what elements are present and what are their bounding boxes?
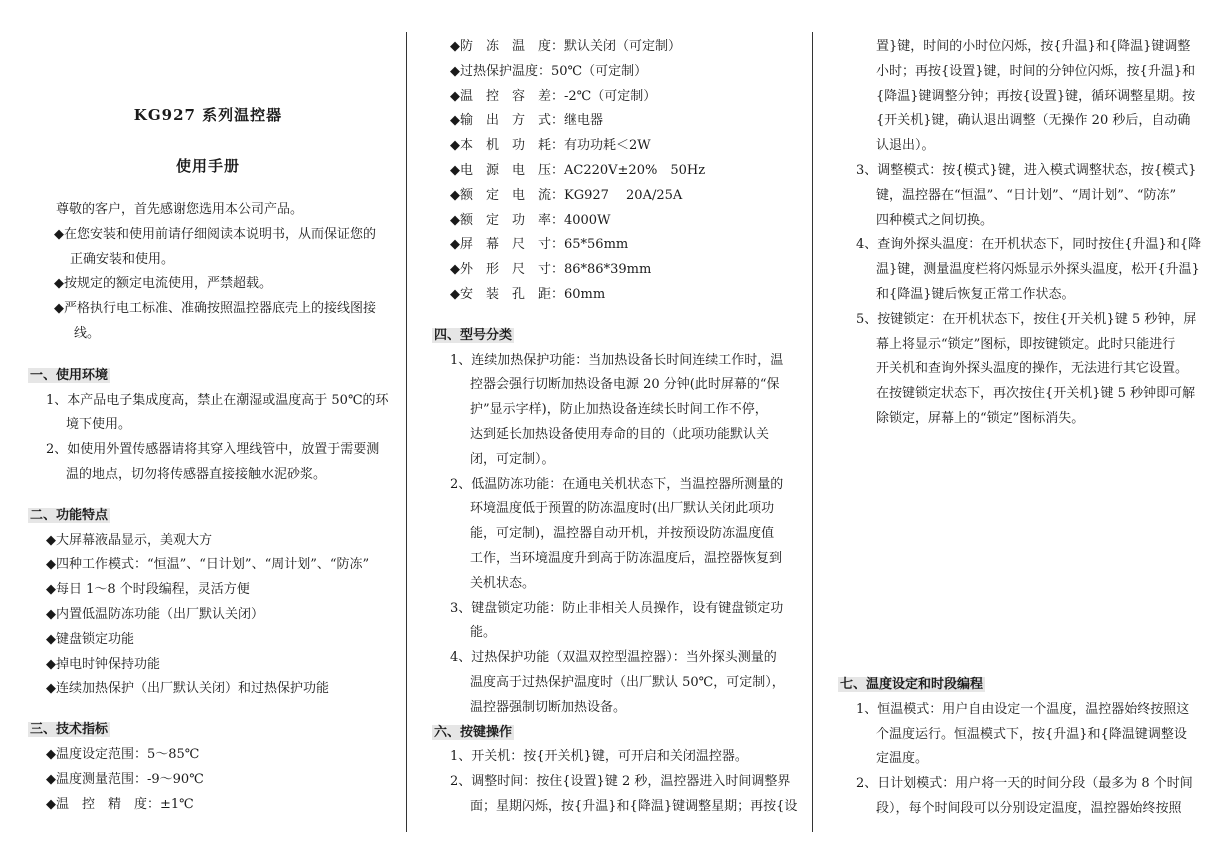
spec-item: ◆温 控 容 差：-2℃（可定制） xyxy=(450,88,657,104)
column-2 xyxy=(432,35,798,820)
list-item: 3、键盘锁定功能：防止非相关人员操作，设有键盘锁定功 xyxy=(450,600,784,616)
list-item-cont: 和{降温}键后恢复正常工作状态。 xyxy=(876,286,1075,302)
section-heading-models: 四、型号分类 xyxy=(434,327,513,343)
intro-bullet-cont: 线。 xyxy=(74,325,101,341)
list-item-cont: 键，温控器在“恒温”、“日计划”、“周计划”、“防冻” xyxy=(876,187,1177,203)
section-heading-keys: 六、按键操作 xyxy=(434,724,513,740)
list-item-cont: 认退出）。 xyxy=(876,138,935,154)
column-divider-left xyxy=(406,32,407,832)
section-heading-specs: 三、技术指标 xyxy=(30,722,109,738)
list-item: 4、查询外探头温度：在开机状态下，同时按住{升温}和{降 xyxy=(856,237,1202,253)
section-heading-programming: 七、温度设定和时段编程 xyxy=(840,677,984,692)
list-item-cont: 幕上将显示“锁定”图标，即按键锁定。此时只能进行 xyxy=(876,336,1176,352)
list-item: 1、本产品电子集成度高，禁止在潮湿或温度高于 50℃的环 xyxy=(46,392,389,408)
feature-item: ◆大屏幕液晶显示，美观大方 xyxy=(46,532,212,548)
list-item-cont: 面；星期闪烁，按{升温}和{降温}键调整星期；再按{设 xyxy=(470,798,798,814)
list-item: 2、如使用外置传感器请将其穿入埋线管中，放置于需要测 xyxy=(46,442,380,458)
list-item-cont: 置}键，时间的小时位闪烁，按{升温}和{降温}键调整 xyxy=(876,39,1191,54)
section-heading-features: 二、功能特点 xyxy=(30,507,109,523)
feature-item: ◆每日 1～8 个时段编程，灵活方便 xyxy=(46,582,250,598)
list-item-cont: 小时；再按{设置}键，时间的分钟位闪烁，按{升温}和 xyxy=(876,63,1196,79)
list-item-cont: 闭，可定制）。 xyxy=(470,451,555,467)
section-heading-environment: 一、使用环境 xyxy=(30,367,109,383)
list-item-cont: 温度高于过热保护温度时（出厂默认 50℃，可定制）， xyxy=(470,674,785,690)
list-item-cont: 能。 xyxy=(470,625,497,641)
list-item-cont: 定温度。 xyxy=(876,751,929,767)
list-item-cont: 控器会强行切断加热设备电源 20 分钟(此时屏幕的“保 xyxy=(470,377,780,393)
column-3 xyxy=(838,35,1202,432)
column-1 xyxy=(28,30,388,817)
spec-item: ◆外 形 尺 寸：86*86*39mm xyxy=(450,262,652,278)
feature-item: ◆内置低温防冻功能（出厂默认关闭） xyxy=(46,606,264,622)
list-item: 3、调整模式：按{模式}键，进入模式调整状态，按{模式} xyxy=(856,162,1197,178)
list-item-cont: 温的地点，切勿将传感器直接接触水泥砂浆。 xyxy=(66,466,327,482)
spec-item: ◆温 控 精 度：±1℃ xyxy=(46,796,194,812)
feature-item: ◆键盘锁定功能 xyxy=(46,631,134,647)
list-item: 5、按键锁定：在开机状态下，按住{开关机}键 5 秒钟，屏 xyxy=(856,311,1197,327)
list-item-cont: 个温度运行。恒温模式下，按{升温}和{降温键调整设 xyxy=(876,726,1187,742)
spec-item: ◆温度测量范围：-9～90℃ xyxy=(46,771,204,787)
spec-item: ◆防 冻 温 度：默认关闭（可定制） xyxy=(450,39,681,54)
greeting: 尊敬的客户，首先感谢您选用本公司产品。 xyxy=(56,202,304,217)
list-item-cont: 境下使用。 xyxy=(66,417,132,433)
list-item: 4、过热保护功能（双温双控型温控器）：当外探头测量的 xyxy=(450,650,777,666)
spec-item: ◆额 定 电 流：KG927 20A/25A xyxy=(450,187,683,203)
column-divider-right xyxy=(812,32,813,832)
intro-bullet-cont: 正确安装和使用。 xyxy=(70,251,175,267)
list-item-cont: 工作，当环境温度升到高于防冻温度后，温控器恢复到 xyxy=(470,550,783,566)
list-item-cont: 开关机和查询外探头温度的操作，无法进行其它设置。 xyxy=(876,361,1189,377)
list-item-cont: 环境温度低于预置的防冻温度时(出厂默认关闭此项功 xyxy=(470,501,775,517)
feature-item: ◆连续加热保护（出厂默认关闭）和过热保护功能 xyxy=(46,681,329,697)
list-item-cont: 关机状态。 xyxy=(470,575,536,591)
list-item-cont: 在按键锁定状态下，再次按住{开关机}键 5 秒钟即可解 xyxy=(876,386,1196,402)
list-item: 1、连续加热保护功能：当加热设备长时间连续工作时，温 xyxy=(450,352,784,368)
list-item-cont: 温控器强制切断加热设备。 xyxy=(470,699,627,715)
list-item-cont: {降温}键调整分钟；再按{设置}键，循环调整星期。按 xyxy=(876,88,1196,104)
spec-item: ◆安 装 孔 距：60mm xyxy=(450,286,606,302)
spec-item: ◆电 源 电 压：AC220V±20% 50Hz xyxy=(450,162,706,178)
feature-item: ◆掉电时钟保持功能 xyxy=(46,656,160,672)
list-item: 2、低温防冻功能：在通电关机状态下，当温控器所测量的 xyxy=(450,476,784,492)
spec-item: ◆温度设定范围：5～85℃ xyxy=(46,746,200,762)
list-item-cont: 段），每个时间段可以分别设定温度，温控器始终按照 xyxy=(876,800,1182,816)
list-item-cont: 除锁定，屏幕上的“锁定”图标消失。 xyxy=(876,410,1085,426)
intro-bullet: ◆在您安装和使用前请仔细阅读本说明书，从而保证您的 xyxy=(54,226,376,242)
document-subtitle: 使用手册 xyxy=(175,157,240,175)
spec-item: ◆过热保护温度：50℃（可定制） xyxy=(450,63,648,79)
spec-item: ◆屏 幕 尺 寸：65*56mm xyxy=(450,237,629,253)
list-item-cont: 四种模式之间切换。 xyxy=(876,212,994,228)
list-item-cont: 达到延长加热设备使用寿命的目的（此项功能默认关 xyxy=(470,426,770,442)
document-title: KG927 系列温控器 xyxy=(133,106,283,124)
list-item: 2、调整时间：按住{设置}键 2 秒，温控器进入时间调整界 xyxy=(450,774,791,790)
list-item-cont: {开关机}键，确认退出调整（无操作 20 秒后，自动确 xyxy=(876,113,1191,129)
list-item: 1、恒温模式：用户自由设定一个温度，温控器始终按照这 xyxy=(856,701,1190,717)
intro-bullet: ◆严格执行电工标准、准确按照温控器底壳上的接线图接 xyxy=(54,301,376,317)
column-3-lower xyxy=(838,673,1198,822)
list-item-cont: 温}键，测量温度栏将闪烁显示外探头温度，松开{升温} xyxy=(876,262,1200,278)
spec-item: ◆本 机 功 耗：有功功耗＜2W xyxy=(450,138,651,154)
intro-bullet: ◆按规定的额定电流使用，严禁超载。 xyxy=(54,276,272,292)
list-item-cont: 能，可定制)，温控器自动开机，并按预设防冻温度值 xyxy=(470,526,775,542)
list-item-cont: 护”显示字样)，防止加热设备连续长时间工作不停， xyxy=(470,402,768,418)
list-item: 2、日计划模式：用户将一天的时间分段（最多为 8 个时间 xyxy=(856,776,1193,792)
spec-item: ◆输 出 方 式：继电器 xyxy=(450,113,603,129)
spec-item: ◆额 定 功 率：4000W xyxy=(450,212,611,228)
feature-item: ◆四种工作模式：“恒温”、“日计划”、“周计划”、“防冻” xyxy=(46,557,370,573)
list-item: 1、开关机：按{开关机}键，可开启和关闭温控器。 xyxy=(450,749,748,765)
